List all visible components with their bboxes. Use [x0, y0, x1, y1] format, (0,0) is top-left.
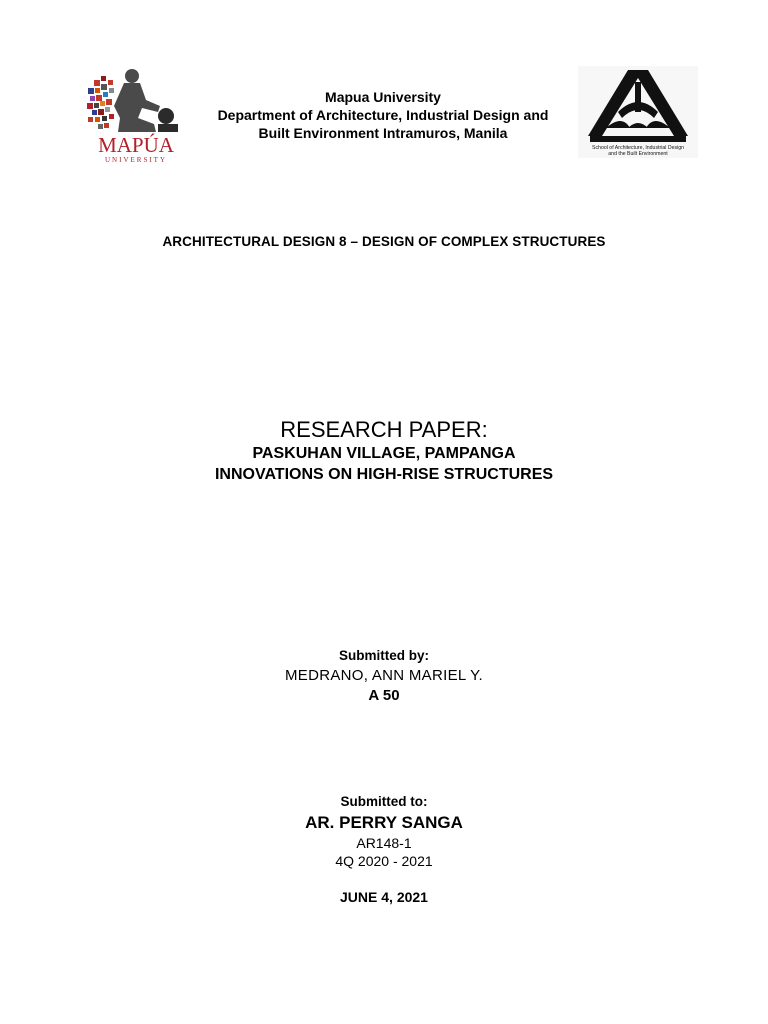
course-title: ARCHITECTURAL DESIGN 8 – DESIGN OF COMPLEX STRUCTURES [162, 234, 606, 249]
logo-wordmark: MAPÚA [98, 133, 174, 157]
submitted-to-label: Submitted to: [340, 794, 428, 809]
research-subtitle-1: PASKUHAN VILLAGE, PAMPANGA [252, 445, 516, 462]
logo-caption-1: School of Architecture, Industrial Design [592, 145, 684, 151]
submitted-by-id: A 50 [368, 687, 400, 704]
logo-figure [114, 69, 178, 132]
research-subtitle-2: INNOVATIONS ON HIGH-RISE STRUCTURES [214, 466, 554, 483]
submitted-by-label: Submitted by: [339, 648, 429, 663]
submitted-to-name: AR. PERRY SANGA [305, 813, 463, 832]
research-paper-title: RESEARCH PAPER: [280, 417, 488, 442]
submission-date: JUNE 4, 2021 [340, 889, 428, 905]
logo-mosaic [87, 76, 114, 129]
submitted-by-name: MEDRANO, ANN MARIEL Y. [284, 667, 484, 684]
submitted-to-term: 4Q 2020 - 2021 [335, 853, 433, 869]
school-of-architecture-logo [578, 66, 698, 158]
mapua-university-logo [84, 66, 188, 166]
logo-caption-2: and the Built Environment [608, 151, 668, 157]
department-line-2: Built Environment Intramuros, Manila [258, 125, 508, 141]
university-name: Mapua University [325, 89, 441, 105]
department-line-1: Department of Architecture, Industrial Design and [217, 107, 549, 123]
submitted-to-section: AR148-1 [356, 835, 412, 851]
logo-subtext: UNIVERSITY [105, 156, 167, 164]
